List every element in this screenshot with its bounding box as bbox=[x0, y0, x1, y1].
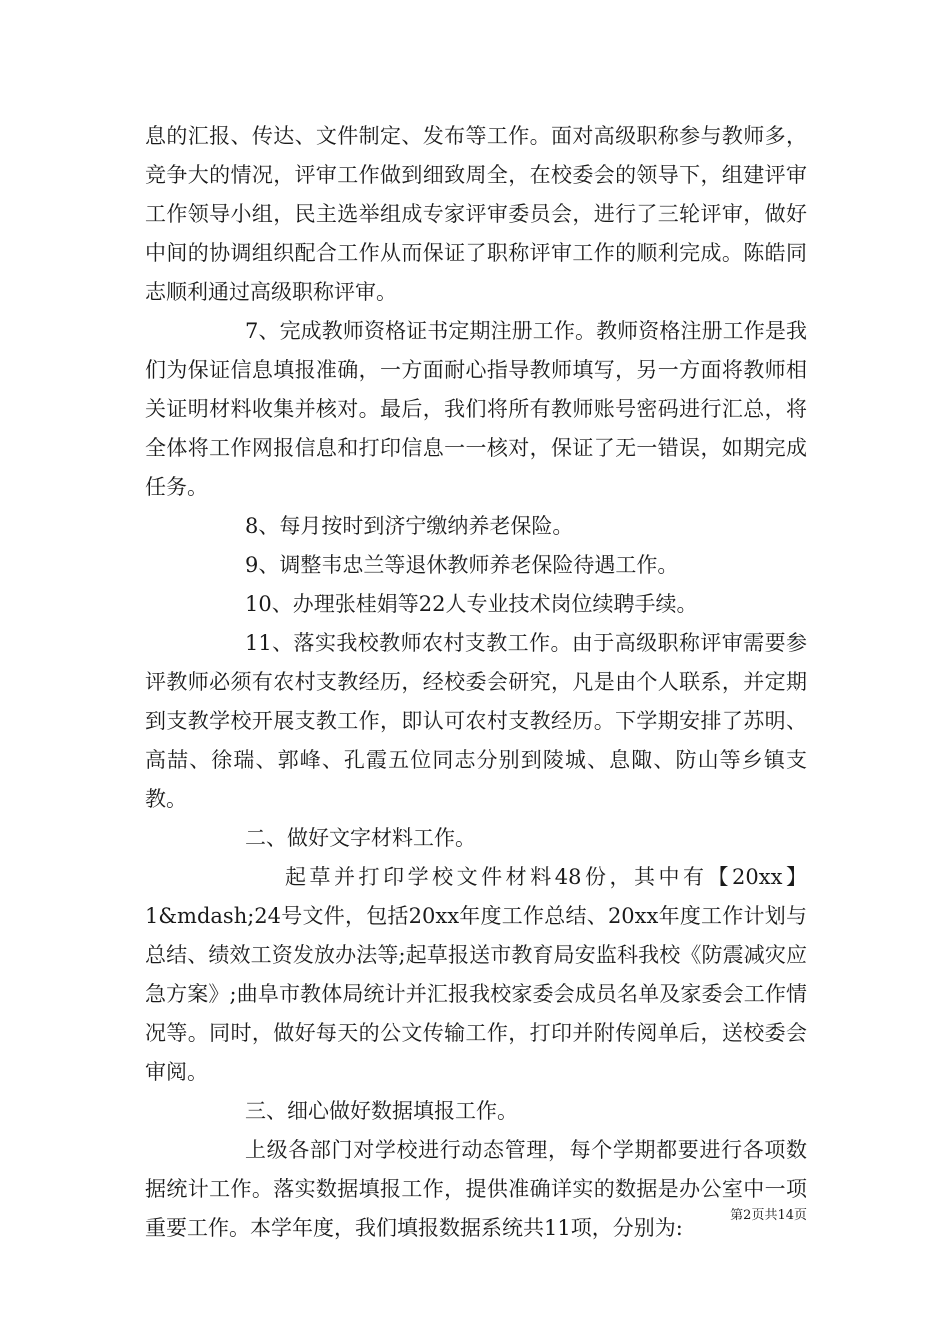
paragraph-item-11: 11、落实我校教师农村支教工作。由于高级职称评审需要参评教师必须有农村支教经历，经校委会研究，凡是由个人联系，并定期到支教学校开展支教工作，即认可农村支教经历。下学期安排了苏明、高喆、徐瑞、郭峰、孔霞五位同志分别到陵城、息陬、防山等乡镇支教。 bbox=[145, 631, 807, 811]
document-body bbox=[145, 117, 807, 1248]
paragraph-item-8: 8、每月按时到济宁缴纳养老保险。 bbox=[245, 514, 574, 538]
section-heading-3: 三、细心做好数据填报工作。 bbox=[245, 1099, 518, 1123]
paragraph-item-7: 7、完成教师资格证书定期注册工作。教师资格注册工作是我们为保证信息填报准确，一方面耐心指导教师填写，另一方面将教师相关证明材料收集并核对。最后，我们将所有教师账号密码进行汇总，将全体将工作网报信息和打印信息一一核对，保证了无一错误，如期完成任务。 bbox=[145, 319, 807, 499]
paragraph-document-drafting: 起草并打印学校文件材料48份，其中有【20xx】1&mdash;24号文件，包括20xx年度工作总结、20xx年度工作计划与总结、绩效工资发放办法等;起草报送市教育局安监科我校《防震减灾应急方案》;曲阜市教体局统计并汇报我校家委会成员名单及家委会工作情况等。同时，做好每天的公文传输工作，打印并附传阅单后，送校委会审阅。 bbox=[145, 865, 807, 1084]
page-footer: 第2页共14页 bbox=[730, 1208, 807, 1223]
paragraph-item-9: 9、调整韦忠兰等退休教师养老保险待遇工作。 bbox=[245, 553, 679, 577]
section-heading-2: 二、做好文字材料工作。 bbox=[245, 826, 476, 850]
paragraph-data-reporting: 上级各部门对学校进行动态管理，每个学期都要进行各项数据统计工作。落实数据填报工作，提供准确详实的数据是办公室中一项重要工作。本学年度，我们填报数据系统共11项，分别为: bbox=[145, 1138, 807, 1240]
paragraph-title-review: 息的汇报、传达、文件制定、发布等工作。面对高级职称参与教师多，竞争大的情况，评审工作做到细致周全，在校委会的领导下，组建评审工作领导小组，民主选举组成专家评审委员会，进行了三轮评审，做好中间的协调组织配合工作从而保证了职称评审工作的顺利完成。陈皓同志顺利通过高级职称评审。 bbox=[145, 124, 807, 304]
paragraph-item-10: 10、办理张桂娟等22人专业技术岗位续聘手续。 bbox=[245, 592, 698, 616]
